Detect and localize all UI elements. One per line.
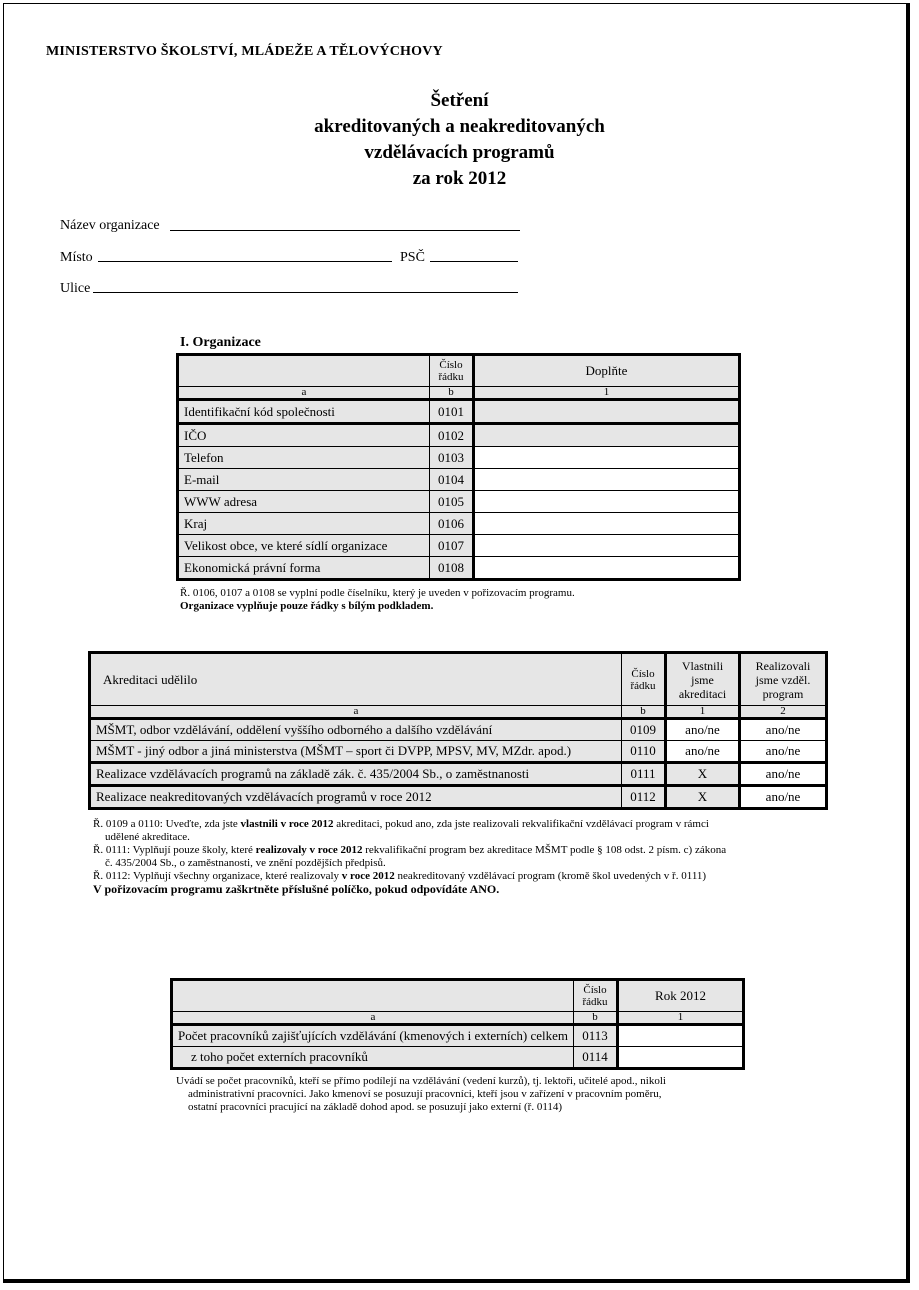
title-line-2: akreditovaných a neakreditovaných [314, 116, 605, 137]
table-row [178, 535, 740, 557]
row-code: 0103 [430, 447, 474, 469]
section2-note-1: Ř. 0109 a 0110: Uveďte, zda jste vlastnili v roce 2012 akreditaci, pokud ano, zda jste realizovali rekvalifikační vzdělávací program v rámci [93, 818, 709, 830]
own-accreditation-cell: X [666, 763, 740, 786]
section2-notes [93, 818, 813, 896]
row-code: 0102 [430, 424, 474, 447]
t1-sub-1: 1 [474, 387, 740, 400]
row-label: E-mail [178, 469, 430, 491]
section2-note-2: Ř. 0111: Vyplňují pouze školy, které realizovaly v roce 2012 rekvalifikační program bez akreditace MŠMT podle § 108 odst. 2 písm. c) zákona [93, 844, 727, 856]
table-row [178, 400, 740, 424]
t3-header-blank [172, 980, 574, 1012]
row-label: MŠMT - jiný odbor a jiná ministerstva (MŠMT – sport či DVPP, MPSV, MV, MZdr. apod.) [90, 741, 622, 763]
row-value-0102 [474, 424, 740, 447]
t3-header-year: Rok 2012 [618, 980, 744, 1012]
row-code: 0101 [430, 400, 474, 424]
table-row [90, 719, 827, 741]
row-value-0103[interactable] [474, 447, 740, 469]
t3-sub-1: 1 [618, 1012, 744, 1025]
title-line-1: Šetření [430, 90, 489, 111]
own-accreditation-cell: X [666, 786, 740, 809]
row-label: Počet pracovníků zajišťujících vzdělávání (kmenových i externích) celkem [172, 1025, 574, 1047]
row-code: 0108 [430, 557, 474, 580]
row-value-0105[interactable] [474, 491, 740, 513]
staff-table [170, 978, 745, 1070]
row-code: 0113 [574, 1025, 618, 1047]
row-label: IČO [178, 424, 430, 447]
realized-program-cell[interactable]: ano/ne [740, 786, 827, 809]
table-row [90, 741, 827, 763]
t2-sub-b: b [622, 706, 666, 719]
street-field[interactable] [93, 292, 518, 293]
t1-sub-b: b [430, 387, 474, 400]
t1-sub-a: a [178, 387, 430, 400]
table-row [90, 786, 827, 809]
t2-header-own: Vlastnili jsme akreditaci [666, 653, 740, 706]
t3-sub-b: b [574, 1012, 618, 1025]
place-field[interactable] [98, 261, 392, 262]
org-name-field[interactable] [170, 230, 520, 231]
t1-header-row-no: Číslo řádku [430, 355, 474, 387]
row-code: 0107 [430, 535, 474, 557]
row-value-0114[interactable] [618, 1047, 744, 1069]
row-value-0101 [474, 400, 740, 424]
realized-program-cell[interactable]: ano/ne [740, 763, 827, 786]
section3-notes [176, 1075, 776, 1114]
realized-program-cell[interactable]: ano/ne [740, 741, 827, 763]
row-code: 0106 [430, 513, 474, 535]
t2-sub-2: 2 [740, 706, 827, 719]
row-label: Identifikační kód společnosti [178, 400, 430, 424]
section2-note-4: V pořizovacím programu zaškrtněte příslušné políčko, pokud odpovídáte ANO. [93, 882, 500, 896]
t1-header-fill: Doplňte [474, 355, 740, 387]
section1-notes [180, 587, 575, 613]
title-line-4: za rok 2012 [412, 168, 507, 189]
row-label: Realizace neakreditovaných vzdělávacích programů v roce 2012 [90, 786, 622, 809]
section3-note-2: administrativní pracovníci. Jako kmenoví se posuzují pracovníci, kteří jsou v zařízení v pracovním poměru, [188, 1088, 662, 1100]
section2-note-1-cont: udělené akreditace. [105, 831, 190, 843]
street-label: Ulice [60, 281, 91, 296]
t1-header-blank [178, 355, 430, 387]
section-organization-title: I. Organizace [180, 335, 261, 350]
row-code: 0112 [622, 786, 666, 809]
t3-sub-a: a [172, 1012, 574, 1025]
accreditation-table [88, 651, 828, 810]
row-value-0104[interactable] [474, 469, 740, 491]
section1-note-1: Ř. 0106, 0107 a 0108 se vyplní podle číselníku, který je uveden v pořizovacím programu. [180, 587, 575, 599]
row-label: z toho počet externích pracovníků [172, 1047, 574, 1069]
document-title [0, 88, 919, 192]
psc-label: PSČ [400, 250, 425, 265]
section2-note-3: Ř. 0112: Vyplňují všechny organizace, které realizovaly v roce 2012 neakreditovaný vzdělávací program (kromě škol uvedených v ř. 0111) [93, 870, 707, 882]
table-row [178, 491, 740, 513]
psc-field[interactable] [430, 261, 518, 262]
table-row [172, 1025, 744, 1047]
table-row [178, 424, 740, 447]
section3-note-3: ostatní pracovníci pracující na základě dohod apod. se posuzují jako externí (ř. 0114) [188, 1101, 563, 1113]
row-value-0108[interactable] [474, 557, 740, 580]
t2-header-real: Realizovali jsme vzděl. program [740, 653, 827, 706]
t2-sub-a: a [90, 706, 622, 719]
t3-header-row-no: Číslo řádku [574, 980, 618, 1012]
row-value-0107[interactable] [474, 535, 740, 557]
row-label: Realizace vzdělávacích programů na základě zák. č. 435/2004 Sb., o zaměstnanosti [90, 763, 622, 786]
table-row [178, 447, 740, 469]
ministry-name: MINISTERSTVO ŠKOLSTVÍ, MLÁDEŽE A TĚLOVÝCHOVY [46, 44, 443, 59]
row-value-0113[interactable] [618, 1025, 744, 1047]
section1-note-2: Organizace vyplňuje pouze řádky s bílým podkladem. [180, 600, 434, 612]
section3-note-1: Uvádí se počet pracovníků, kteří se přímo podílejí na vzdělávání (vedení kurzů), tj. lektoři, učitelé apod., nikoli [176, 1075, 666, 1087]
row-label: Ekonomická právní forma [178, 557, 430, 580]
row-code: 0110 [622, 741, 666, 763]
place-label: Místo [60, 250, 93, 265]
row-value-0106[interactable] [474, 513, 740, 535]
table-row [178, 513, 740, 535]
row-code: 0109 [622, 719, 666, 741]
own-accreditation-cell[interactable]: ano/ne [666, 741, 740, 763]
org-name-label: Název organizace [60, 218, 160, 233]
row-code: 0111 [622, 763, 666, 786]
row-code: 0114 [574, 1047, 618, 1069]
table-row [172, 1047, 744, 1069]
table-row [90, 763, 827, 786]
t2-sub-1: 1 [666, 706, 740, 719]
organization-table [176, 353, 741, 581]
own-accreditation-cell[interactable]: ano/ne [666, 719, 740, 741]
row-code: 0104 [430, 469, 474, 491]
row-label: Telefon [178, 447, 430, 469]
title-line-3: vzdělávacích programů [364, 142, 555, 163]
row-label: Velikost obce, ve které sídlí organizace [178, 535, 430, 557]
t2-header-row-no: Číslo řádku [622, 653, 666, 706]
realized-program-cell[interactable]: ano/ne [740, 719, 827, 741]
row-code: 0105 [430, 491, 474, 513]
table-row [178, 557, 740, 580]
t2-header-accr: Akreditaci udělilo [90, 653, 622, 706]
table-row [178, 469, 740, 491]
row-label: MŠMT, odbor vzdělávání, oddělení vyššího odborného a dalšího vzdělávání [90, 719, 622, 741]
row-label: WWW adresa [178, 491, 430, 513]
section2-note-2-cont: č. 435/2004 Sb., o zaměstnanosti, ve znění pozdějších předpisů. [105, 857, 386, 869]
row-label: Kraj [178, 513, 430, 535]
